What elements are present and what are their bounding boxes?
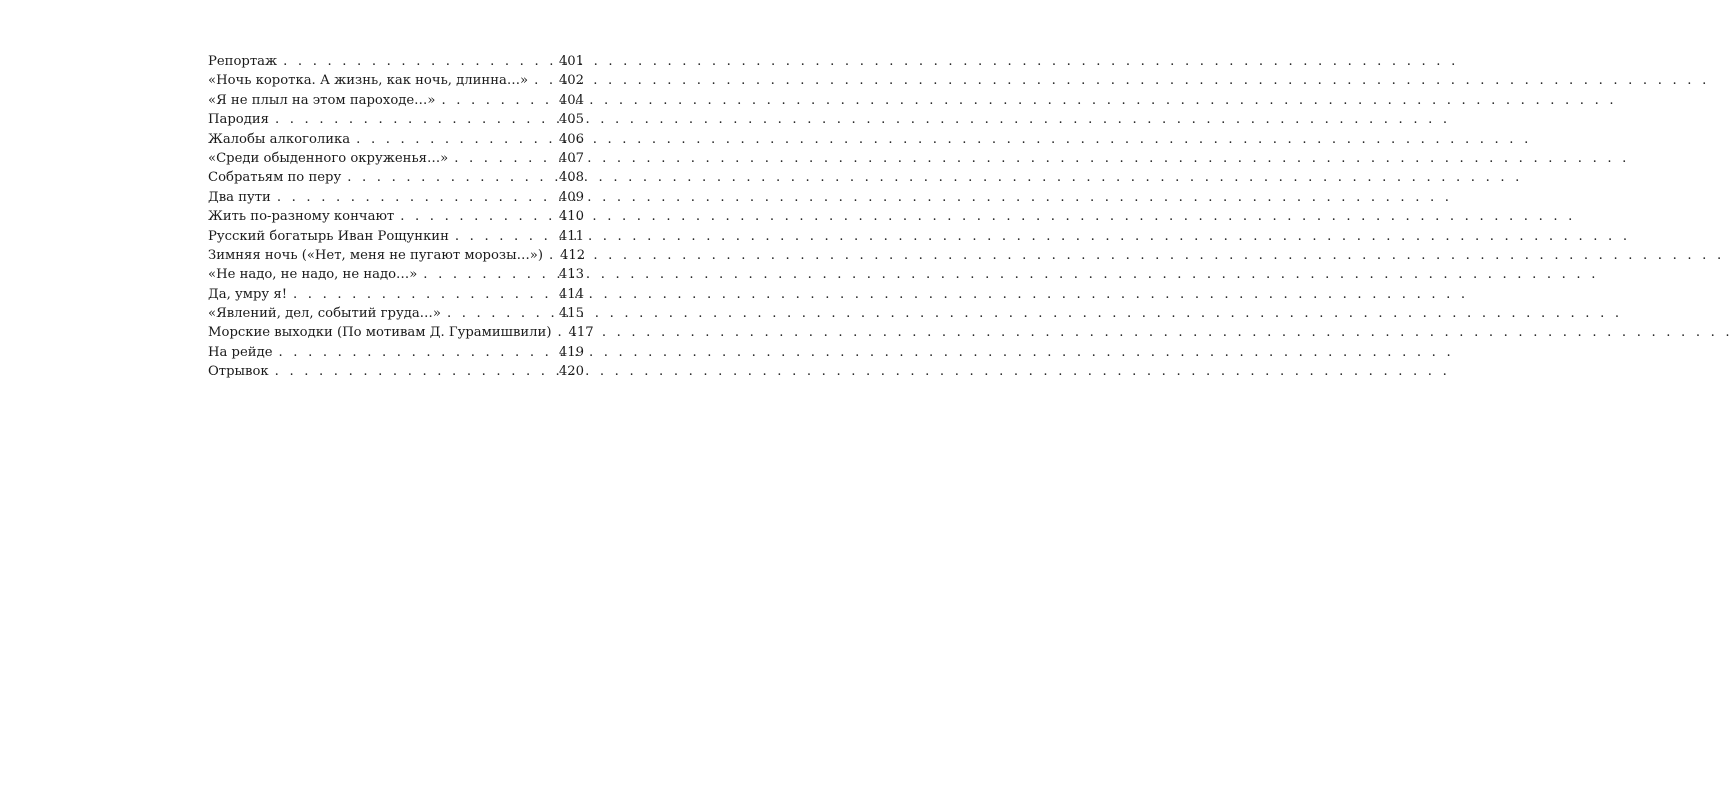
- toc-entry-title: «Не надо, не надо, не надо…»: [208, 267, 418, 283]
- dot-leader: [275, 110, 556, 129]
- toc-entry: [208, 91, 584, 110]
- toc-entry-page: 413: [558, 267, 584, 283]
- dot-leader: [293, 285, 556, 304]
- dot-leader: [400, 207, 556, 226]
- toc-entry-title: «Среди обыденного окруженья…»: [208, 150, 449, 166]
- dot-leader: [549, 246, 557, 265]
- toc-entry-page: 414: [558, 286, 584, 302]
- dot-leader: [447, 304, 556, 323]
- toc-entry-page: 406: [558, 131, 584, 147]
- toc-entry-page: 410: [558, 209, 584, 225]
- toc-entry-page: 407: [558, 150, 584, 166]
- toc-entry-page: 404: [558, 92, 584, 108]
- toc-entry-page: 409: [558, 189, 584, 205]
- toc-entry: [208, 323, 594, 342]
- toc-entry: [208, 71, 584, 90]
- dot-leader: [356, 130, 556, 149]
- toc-entry-page: 411: [558, 228, 584, 244]
- toc-entry-title: Да, умру я!: [208, 286, 287, 302]
- toc-entry-page: 405: [558, 112, 584, 128]
- dot-leader: [347, 168, 556, 187]
- toc-entry-title: Репортаж: [208, 54, 278, 69]
- toc-entry-page: 417: [568, 325, 594, 341]
- dot-leader: [534, 71, 556, 90]
- toc-entry-page: 419: [558, 344, 584, 360]
- dot-leader: [455, 227, 556, 246]
- toc-entry: [208, 265, 584, 284]
- toc-entry: [208, 52, 584, 71]
- toc-entry-title: Пародия: [208, 112, 269, 128]
- toc-entry: [208, 188, 584, 207]
- toc-entry: [208, 149, 584, 168]
- toc-entry: [208, 343, 584, 362]
- toc-entry-title: Зимняя ночь («Нет, меня не пугают морозы…»): [208, 247, 544, 263]
- dot-leader: [277, 188, 556, 207]
- toc-entry-title: Жить по-разному кончают: [208, 209, 395, 225]
- toc-entry-title: Морские выходки (По мотивам Д. Гурамишвили): [208, 325, 552, 341]
- toc-entry-page: 420: [558, 364, 584, 380]
- toc-entry-title: Собратьям по перу: [208, 170, 342, 186]
- toc-entry-title: Отрывок: [208, 364, 269, 380]
- dot-leader: [283, 52, 556, 71]
- dot-leader: [454, 149, 556, 168]
- toc-entry-title: «Явлений, дел, событий груда…»: [208, 306, 441, 322]
- toc-entry: [208, 130, 584, 149]
- toc-entry: [208, 110, 584, 129]
- toc-entry-title: «Ночь коротка. А жизнь, как ночь, длинна…»: [208, 73, 529, 89]
- dot-leader: [423, 265, 556, 284]
- toc-entry-title: На рейде: [208, 344, 273, 360]
- toc-entry-title: Жалобы алкоголика: [208, 131, 351, 147]
- toc-entry-page: 402: [558, 73, 584, 89]
- toc-entry: [208, 285, 584, 304]
- toc-entry: [208, 362, 584, 381]
- toc-entry: [208, 304, 584, 323]
- toc-entry-title: Два пути: [208, 189, 271, 205]
- dot-leader: [275, 362, 556, 381]
- toc-entry: [208, 227, 584, 246]
- table-of-contents: [208, 52, 594, 382]
- dot-leader: [279, 343, 556, 362]
- toc-entry: [208, 246, 584, 265]
- toc-entry: [208, 207, 584, 226]
- toc-entry-page: 415: [558, 306, 584, 322]
- dot-leader: [557, 323, 565, 342]
- toc-entry-page: 408: [558, 170, 584, 186]
- toc-entry: [208, 168, 584, 187]
- toc-entry-page: 412: [560, 247, 586, 263]
- toc-entry-page: 401: [558, 54, 584, 69]
- toc-entry-title: «Я не плыл на этом пароходе…»: [208, 92, 436, 108]
- toc-entry-title: Русский богатырь Иван Рощункин: [208, 228, 449, 244]
- dot-leader: [441, 91, 555, 110]
